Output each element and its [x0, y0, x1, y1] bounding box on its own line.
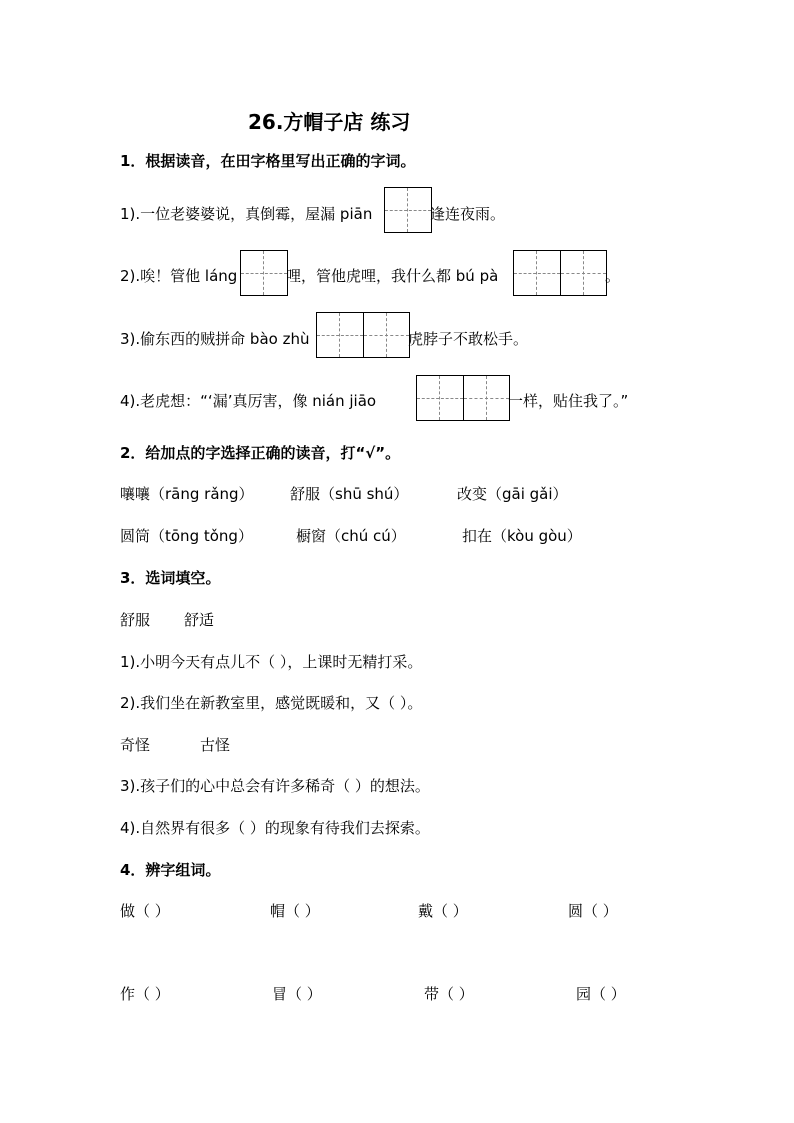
q3-heading: 3．选词填空。 — [120, 569, 221, 587]
q1-item2-after: 。 — [605, 267, 621, 285]
page-title: 26.方帽子店 练习 — [248, 110, 411, 134]
q4-word-blank[interactable]: 戴（ ） — [418, 902, 468, 920]
q1-item3-before: 3).偷东西的贼拼命 bào zhù — [120, 330, 310, 348]
q4-word-blank[interactable]: 圆（ ） — [568, 902, 618, 920]
q1-item1-before: 1).一位老婆婆说，真倒霉，屋漏 piān — [120, 205, 373, 223]
tianzige-box[interactable] — [240, 250, 288, 296]
q1-item2-before: 2).唉！管他 láng — [120, 267, 238, 285]
q3-word-option: 奇怪 — [120, 736, 151, 754]
q3-word-option: 古怪 — [200, 736, 231, 754]
q2-option[interactable]: 舒服（shū shú） — [290, 485, 409, 503]
q1-item4-before: 4).老虎想：“‘漏’真厉害，像 nián jiāo — [120, 392, 377, 410]
q4-word-blank[interactable]: 做（ ） — [120, 902, 170, 920]
q1-item2-middle: 哩，管他虎哩，我什么都 bú pà — [286, 267, 499, 285]
q4-word-blank[interactable]: 帽（ ） — [270, 902, 320, 920]
q2-option[interactable]: 圆筒（tōng tǒng） — [120, 527, 253, 545]
tianzige-box[interactable] — [384, 187, 432, 233]
q3-sentence[interactable]: 3).孩子们的心中总会有许多稀奇（ ）的想法。 — [120, 777, 430, 795]
q1-heading: 1．根据读音，在田字格里写出正确的字词。 — [120, 152, 416, 170]
q1-item4-after: 一样，贴住我了。” — [508, 392, 629, 410]
tianzige-box[interactable] — [416, 375, 510, 421]
tianzige-box[interactable] — [513, 250, 607, 296]
q4-word-blank[interactable]: 带（ ） — [424, 985, 474, 1003]
q1-item3-after: 虎脖子不敢松手。 — [408, 330, 529, 348]
q4-word-blank[interactable]: 园（ ） — [576, 985, 626, 1003]
q3-word-option: 舒适 — [184, 611, 215, 629]
q2-option[interactable]: 嚷嚷（rāng rǎng） — [120, 485, 254, 503]
q4-word-blank[interactable]: 冒（ ） — [272, 985, 322, 1003]
q2-option[interactable]: 改变（gāi gǎi） — [457, 485, 568, 503]
q2-option[interactable]: 扣在（kòu gòu） — [462, 527, 582, 545]
q3-sentence[interactable]: 2).我们坐在新教室里，感觉既暖和，又（ ）。 — [120, 694, 423, 712]
q4-heading: 4．辨字组词。 — [120, 861, 221, 879]
q2-heading: 2．给加点的字选择正确的读音，打“√”。 — [120, 444, 401, 462]
q1-item1-after: 逢连夜雨。 — [430, 205, 506, 223]
q4-word-blank[interactable]: 作（ ） — [120, 985, 170, 1003]
q3-sentence[interactable]: 4).自然界有很多（ ）的现象有待我们去探索。 — [120, 819, 430, 837]
q3-sentence[interactable]: 1).小明今天有点儿不（ ），上课时无精打采。 — [120, 653, 423, 671]
tianzige-box[interactable] — [316, 312, 410, 358]
q3-word-option: 舒服 — [120, 611, 151, 629]
q2-option[interactable]: 橱窗（chú cú） — [296, 527, 406, 545]
